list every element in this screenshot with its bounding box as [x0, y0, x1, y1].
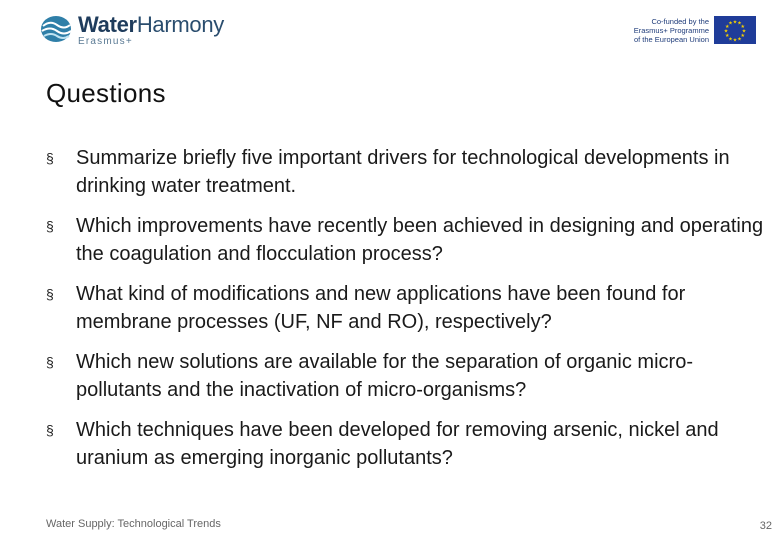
eu-flag-icon: [714, 16, 756, 44]
question-text: Which techniques have been developed for removing arsenic, nickel and uranium as emerging inorganic pollutants?: [76, 419, 719, 469]
question-text: What kind of modifications and new applications have been found for membrane processes (UF, NF and RO), respectively?: [76, 283, 686, 333]
bullet-marker: §: [46, 150, 54, 166]
svg-text:★: ★: [728, 36, 733, 43]
eu-notice-line: of the European Union: [633, 34, 709, 44]
question-list: [46, 144, 766, 484]
list-item: [46, 348, 766, 404]
footer-title: Water Supply: Technological Trends: [46, 518, 221, 530]
svg-text:★: ★: [732, 19, 738, 26]
eu-notice-line: Erasmus+ Programme: [633, 25, 709, 35]
bullet-marker: §: [46, 286, 54, 302]
list-item: [46, 280, 766, 336]
svg-text:★: ★: [740, 33, 746, 39]
logo-brand-bold: Water: [78, 12, 137, 37]
question-text: Which new solutions are available for the separation of organic micro-pollutants and the inactivation of micro-organisms?: [76, 351, 693, 401]
logo-subtitle: Erasmus+: [78, 36, 133, 47]
water-harmony-logo: [40, 14, 224, 47]
page-number: 32: [759, 520, 772, 532]
bullet-marker: §: [46, 354, 54, 370]
bullet-marker: §: [46, 218, 54, 234]
eu-notice-text: [617, 17, 709, 44]
svg-text:★: ★: [723, 28, 729, 35]
bullet-marker: §: [46, 422, 54, 438]
svg-text:★: ★: [724, 33, 730, 39]
svg-text:★: ★: [741, 28, 747, 35]
svg-text:★: ★: [724, 24, 730, 30]
logo-brand-light: Harmony: [136, 12, 224, 37]
question-text: Summarize briefly five important drivers for technological developments in drinking water treatment.: [76, 147, 730, 197]
svg-text:★: ★: [737, 36, 742, 43]
svg-text:★: ★: [732, 37, 738, 44]
list-item: [46, 212, 766, 268]
list-item: [46, 144, 766, 200]
svg-text:★: ★: [728, 20, 733, 27]
svg-text:★: ★: [737, 20, 742, 27]
eu-notice-line: Co-funded by the: [651, 16, 709, 26]
svg-text:★: ★: [740, 24, 746, 30]
question-text: Which improvements have recently been achieved in designing and operating the coagulation and flocculation process?: [76, 215, 764, 265]
slide-title: Questions: [46, 78, 166, 108]
logo-title: [78, 14, 224, 36]
eu-cofunded-notice: [617, 16, 756, 44]
list-item: [46, 416, 766, 472]
water-drop-globe-icon: [40, 14, 72, 44]
